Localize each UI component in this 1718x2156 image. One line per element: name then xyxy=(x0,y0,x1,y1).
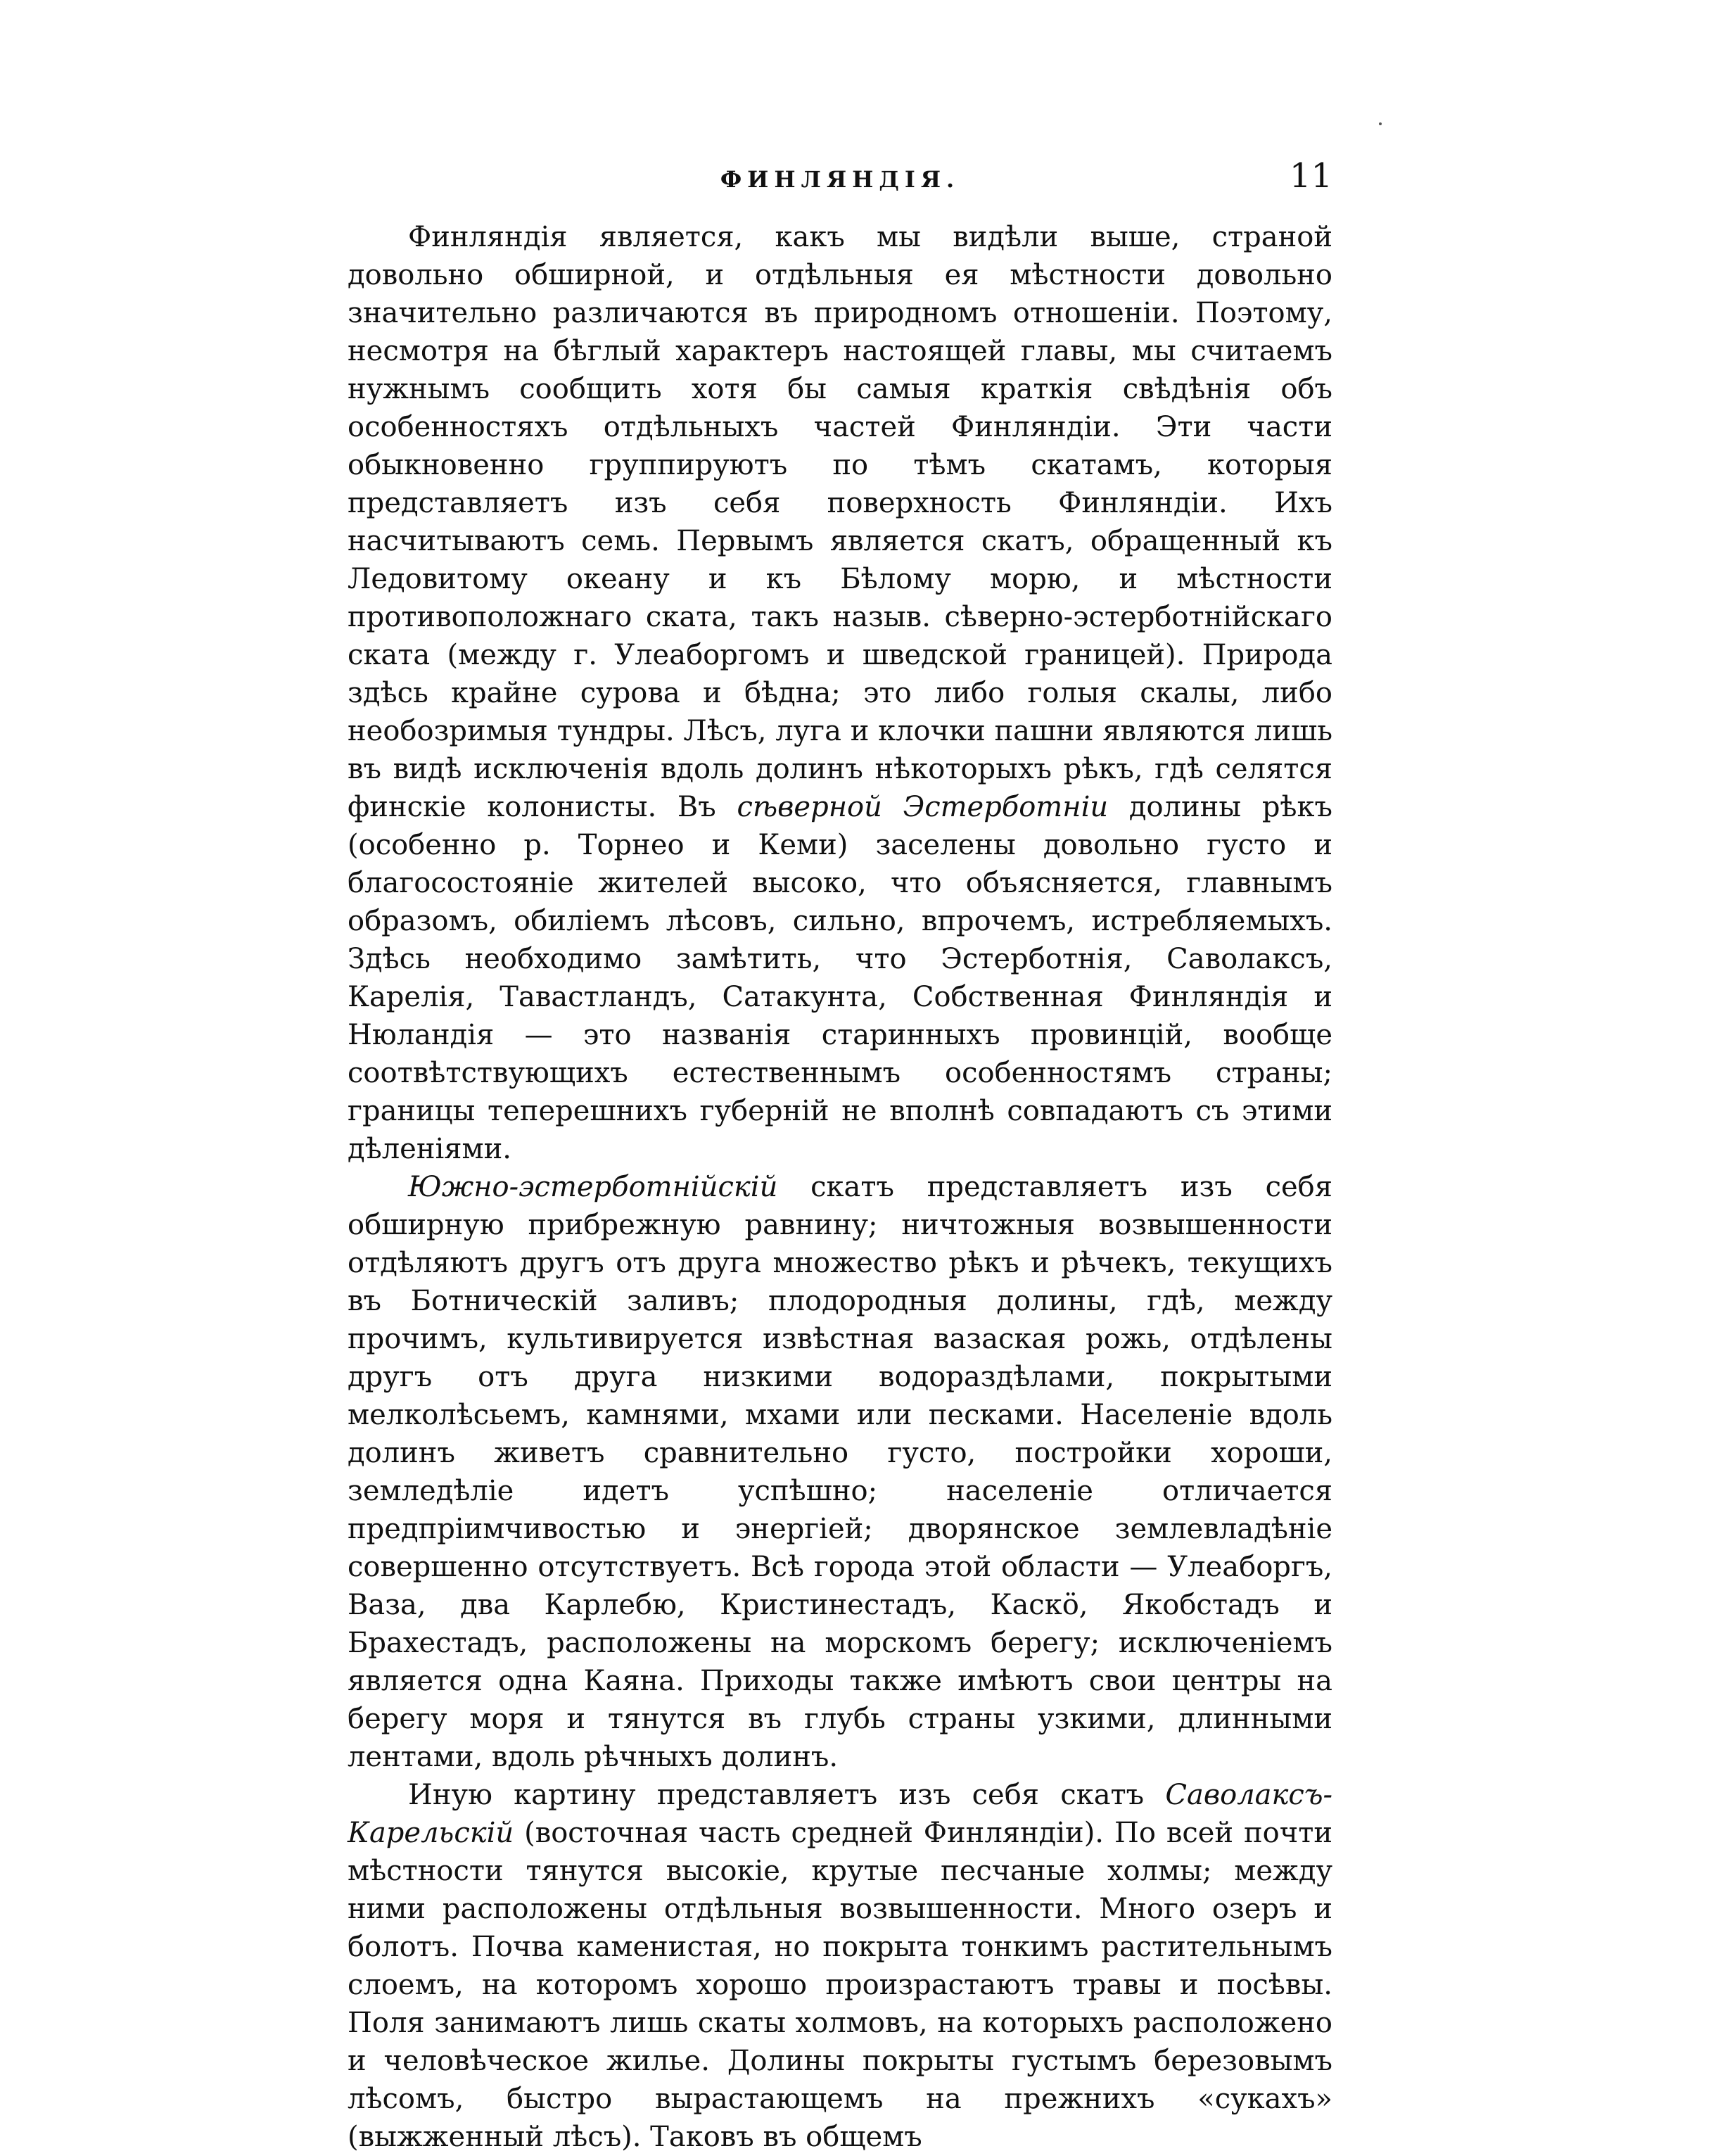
italic-term-south-ostrobothnian: Южно-эстерботнійскій xyxy=(408,1171,778,1203)
paragraph-text: долины рѣкъ (особенно р. Торнео и Кеми) заселены довольно густо и благосостояніе жителей высоко, что объясняется, главнымъ образомъ, обиліемъ лѣсовъ, сильно, впрочемъ, истребляемыхъ. Здѣсь необходимо замѣтить, что Эстерботнія, Саволаксъ, Карелія, Тавастландъ, Сатакунта, Собственная Финляндія и Нюландія — это названія старинныхъ провинцій, вообще соотвѣтствующихъ естественнымъ особенностямъ страны; границы теперешнихъ губерній не вполнѣ совпадаютъ съ этими дѣленіями. xyxy=(348,791,1333,1165)
page-number: 11 xyxy=(1289,156,1332,196)
body-text xyxy=(348,218,1332,2156)
paragraph-2 xyxy=(348,1168,1332,1776)
paragraph-3 xyxy=(348,1776,1332,2156)
paragraph-text: (восточная часть средней Финляндіи). По всей почти мѣстности тянутся высокіе, крутые песчаные холмы; между ними расположены отдѣльныя возвышенности. Много озеръ и болотъ. Почва каменистая, но покрыта тонкимъ растительнымъ слоемъ, на которомъ хорошо произрастаютъ травы и посѣвы. Поля занимаютъ лишь скаты холмовъ, на которыхъ расположено и человѣческое жилье. Долины покрыты густымъ березовымъ лѣсомъ, быстро вырастающемъ на прежнихъ «сукахъ» (выжженный лѣсъ). Таковъ въ общемъ xyxy=(348,1817,1332,2153)
paragraph-1 xyxy=(348,218,1332,1168)
running-title: ФИНЛЯНДІЯ. xyxy=(720,166,960,193)
scan-speck xyxy=(1379,122,1382,125)
running-head xyxy=(348,156,1332,198)
paragraph-text: скатъ представляетъ изъ себя обширную прибрежную равнину; ничтожныя возвышенности отдѣляютъ другъ отъ друга множество рѣкъ и рѣчекъ, текущихъ въ Ботническій заливъ; плодородныя долины, гдѣ, между прочимъ, культивируется извѣстная вазаская рожь, отдѣлены другъ отъ друга низкими водораздѣлами, покрытыми мелколѣсьемъ, камнями, мхами или песками. Населеніе вдоль долинъ живетъ сравнительно густо, постройки хороши, земледѣліе идетъ успѣшно; населеніе отличается предпріимчивостью и энергіей; дворянское землевладѣніе совершенно отсутствуетъ. Всѣ города этой области — Улеаборгъ, Ваза, два Карлебю, Кристинестадъ, Каскö, Якобстадъ и Брахестадъ, расположены на морскомъ берегу; исключеніемъ является одна Каяна. Приходы также имѣютъ свои центры на берегу моря и тянутся въ глубь страны узкими, длинными лентами, вдоль рѣчныхъ долинъ. xyxy=(348,1171,1332,1773)
paragraph-text: Финляндія является, какъ мы видѣли выше, страной довольно обширной, и отдѣльныя ея мѣстности довольно значительно различаются въ природномъ отношеніи. Поэтому, несмотря на бѣглый характеръ настоящей главы, мы считаемъ нужнымъ сообщить хотя бы самыя краткія свѣдѣнія объ особенностяхъ отдѣльныхъ частей Финляндіи. Эти части обыкновенно группируютъ по тѣмъ скатамъ, которыя представляетъ изъ себя поверхность Финляндіи. Ихъ насчитываютъ семь. Первымъ является скатъ, обращенный къ Ледовитому океану и къ Бѣлому морю, и мѣстности противоположнаго ската, такъ назыв. сѣверно-эстерботнійскаго ската (между г. Улеаборгомъ и шведской границей). Природа здѣсь крайне сурова и бѣдна; это либо голыя скалы, либо необозримыя тундры. Лѣсъ, луга и клочки пашни являются лишь въ видѣ исключенія вдоль долинъ нѣкоторыхъ рѣкъ, гдѣ селятся финскіе колонисты. Въ xyxy=(348,221,1332,823)
italic-term-northern-ostrobothnia: сѣверной Эстерботніи xyxy=(737,791,1109,823)
italic-term-savolax-karelian: Саволаксъ-Карельскій xyxy=(348,1779,1332,1849)
paragraph-text: Иную картину представляетъ изъ себя скатъ xyxy=(408,1779,1166,1811)
